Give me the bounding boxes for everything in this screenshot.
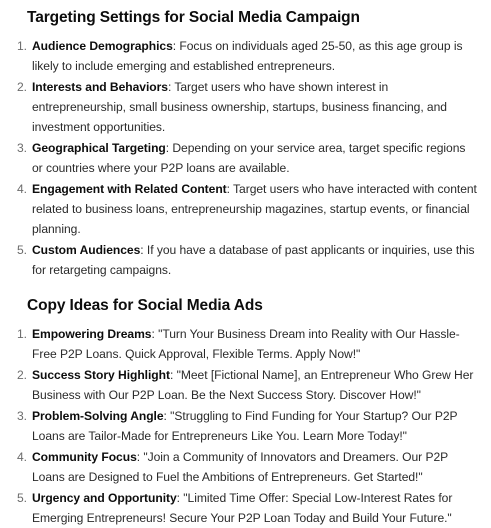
item-term: Success Story Highlight	[32, 368, 170, 382]
numbered-list	[17, 36, 477, 280]
list-item	[17, 447, 477, 487]
list-number: 2.	[17, 80, 27, 94]
item-text: : Target users who have shown interest in entrepreneurship, small business ownership, startups, business financing, and investment opportunities.	[32, 80, 447, 134]
item-text: : Focus on individuals aged 25-50, as this age group is likely to include emerging and established entrepreneurs.	[32, 39, 463, 73]
item-term: Problem-Solving Angle	[32, 409, 164, 423]
list-number: 5.	[17, 491, 27, 505]
item-term: Community Focus	[32, 450, 137, 464]
list-item	[17, 406, 477, 446]
item-term: Urgency and Opportunity	[32, 491, 177, 505]
list-number: 1.	[17, 39, 27, 53]
item-term: Interests and Behaviors	[32, 80, 168, 94]
item-text: : "Join a Community of Innovators and Dreamers. Our P2P Loans are Designed to Fuel the Ambitions of Entrepreneurs. Get Started!"	[32, 450, 448, 484]
item-text: : If you have a database of past applicants or inquiries, use this for retargeting campaigns.	[32, 243, 475, 277]
list-item	[17, 138, 477, 178]
list-number: 3.	[17, 409, 27, 423]
section-heading: Copy Ideas for Social Media Ads	[27, 297, 263, 314]
list-number: 3.	[17, 141, 27, 155]
list-item	[17, 324, 477, 364]
item-term: Empowering Dreams	[32, 327, 152, 341]
section-copy-ideas	[17, 296, 477, 528]
list-item	[17, 488, 477, 528]
list-item	[17, 240, 477, 280]
numbered-list	[17, 324, 477, 528]
item-term: Custom Audiences	[32, 243, 141, 257]
item-term: Geographical Targeting	[32, 141, 166, 155]
item-text: : "Limited Time Offer: Special Low-Interest Rates for Emerging Entrepreneurs! Secure Your P2P Loan Today and Build Your Future."	[32, 491, 453, 525]
item-term: Audience Demographics	[32, 39, 173, 53]
item-term: Engagement with Related Content	[32, 182, 227, 196]
list-number: 5.	[17, 243, 27, 257]
item-text: : Depending on your service area, target specific regions or countries where your P2P loans are available.	[32, 141, 466, 175]
list-number: 4.	[17, 450, 27, 464]
item-text: : "Meet [Fictional Name], an Entrepreneur Who Grew Her Business with Our P2P Loan. Be the Next Success Story. Discover How!"	[32, 368, 474, 402]
list-item	[17, 36, 477, 76]
list-item	[17, 77, 477, 137]
item-text: : Target users who have interacted with content related to business loans, entrepreneurship magazines, startup events, or financial planning.	[32, 182, 477, 236]
section-heading: Targeting Settings for Social Media Campaign	[27, 9, 360, 26]
item-text: : "Struggling to Find Funding for Your Startup? Our P2P Loans are Tailor-Made for Entrepreneurs Like You. Learn More Today!"	[32, 409, 458, 443]
list-item	[17, 365, 477, 405]
section-targeting-settings	[17, 8, 477, 280]
list-item	[17, 179, 477, 239]
list-number: 4.	[17, 182, 27, 196]
list-number: 1.	[17, 327, 27, 341]
list-number: 2.	[17, 368, 27, 382]
item-text: : "Turn Your Business Dream into Reality with Our Hassle-Free P2P Loans. Quick Approval, Flexible Terms. Apply Now!"	[32, 327, 460, 361]
